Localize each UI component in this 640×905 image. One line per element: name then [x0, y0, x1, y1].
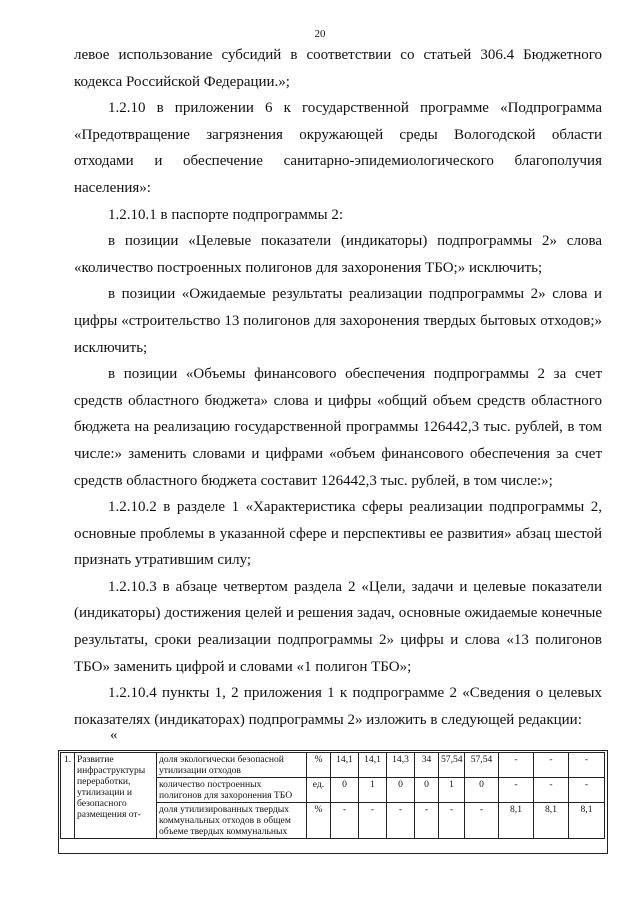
opening-quote-mark: «	[110, 727, 118, 743]
value-cell: 8,1	[534, 803, 569, 839]
value-cell: 8,1	[499, 803, 534, 839]
value-cell: -	[387, 803, 415, 839]
paragraph: в позиции «Целевые показатели (индикаторы) подпрограммы 2» слова «количество построенных полигонов для захоронения ТБО;» исключить;	[74, 233, 602, 276]
paragraph: 1.2.10 в приложении 6 к государственной программе «Подпрограмма «Предотвращение загрязнения окружающей среды Вологодской области отходами и обеспечение санитарно-эпидемиологического благополучия населения»:	[74, 100, 602, 196]
row-number-cell: 1.	[61, 753, 75, 839]
value-cell: 14,3	[387, 753, 415, 778]
unit-cell: %	[307, 803, 331, 839]
indicators-table	[60, 752, 605, 839]
value-cell: 0	[465, 778, 499, 803]
document-body	[74, 42, 602, 733]
value-cell: -	[499, 753, 534, 778]
indicator-cell: доля экологически безопасной утилизации отходов	[157, 753, 307, 778]
paragraph: 1.2.10.2 в разделе 1 «Характеристика сферы реализации подпрограммы 2, основные проблемы в указанной сфере и перспективы ее развития» абзац шестой признать утратившим силу;	[74, 499, 602, 569]
value-cell: -	[331, 803, 359, 839]
value-cell: 8,1	[569, 803, 605, 839]
value-cell: -	[534, 753, 569, 778]
value-cell: 57,54	[465, 753, 499, 778]
value-cell: -	[415, 803, 439, 839]
indicator-cell: доля утилизированных твердых коммунальных отходов в общем объеме твердых коммунальных	[157, 803, 307, 839]
paragraph: в позиции «Ожидаемые результаты реализации подпрограммы 2» слова и цифры «строительство 13 полигонов для захоронения твердых бытовых отходов;» исключить;	[74, 286, 602, 356]
paragraph: левое использование субсидий в соответствии со статьей 306.4 Бюджетного кодекса Российской Федерации.»;	[74, 47, 602, 90]
value-cell: 0	[415, 778, 439, 803]
value-cell: 1	[439, 778, 465, 803]
paragraph: 1.2.10.1 в паспорте подпрограммы 2:	[108, 206, 344, 223]
value-cell: -	[359, 803, 387, 839]
value-cell: -	[439, 803, 465, 839]
task-cell: Развитие инфраструктуры переработки, утилизации и безопасного размещения от-	[75, 753, 157, 839]
value-cell: 34	[415, 753, 439, 778]
paragraph: 1.2.10.4 пункты 1, 2 приложения 1 к подпрограмме 2 «Сведения о целевых показателях (индикаторах) подпрограммы 2» изложить в следующей редакции:	[74, 685, 602, 728]
value-cell: 0	[331, 778, 359, 803]
page-number: 20	[314, 28, 326, 40]
value-cell: -	[465, 803, 499, 839]
paragraph: 1.2.10.3 в абзаце четвертом раздела 2 «Цели, задачи и целевые показатели (индикаторы) достижения целей и решения задач, основные ожидаемые конечные результаты, сроки реализации подпрограммы 2» цифры и слова «13 полигонов ТБО» заменить цифрой и словами «1 полигон ТБО»;	[74, 578, 602, 675]
value-cell: -	[534, 778, 569, 803]
value-cell: -	[569, 778, 605, 803]
value-cell: 14,1	[331, 753, 359, 778]
value-cell: 57,54	[439, 753, 465, 778]
unit-cell: %	[307, 753, 331, 778]
table-row	[61, 753, 605, 778]
paragraph: в позиции «Объемы финансового обеспечения подпрограммы 2 за счет средств областного бюджета» слова и цифры «общий объем средств областного бюджета на реализацию государственной программы 126442,3 тыс. рублей, в том числе:» заменить словами и цифрами «объем финансового обеспечения за счет средств областного бюджета составит 126442,3 тыс. рублей, в том числе:»;	[74, 366, 602, 489]
unit-cell: ед.	[307, 778, 331, 803]
value-cell: 1	[359, 778, 387, 803]
indicator-cell: количество построенных полигонов для захоронения ТБО	[157, 778, 307, 803]
value-cell: -	[499, 778, 534, 803]
value-cell: -	[569, 753, 605, 778]
value-cell: 14,1	[359, 753, 387, 778]
value-cell: 0	[387, 778, 415, 803]
